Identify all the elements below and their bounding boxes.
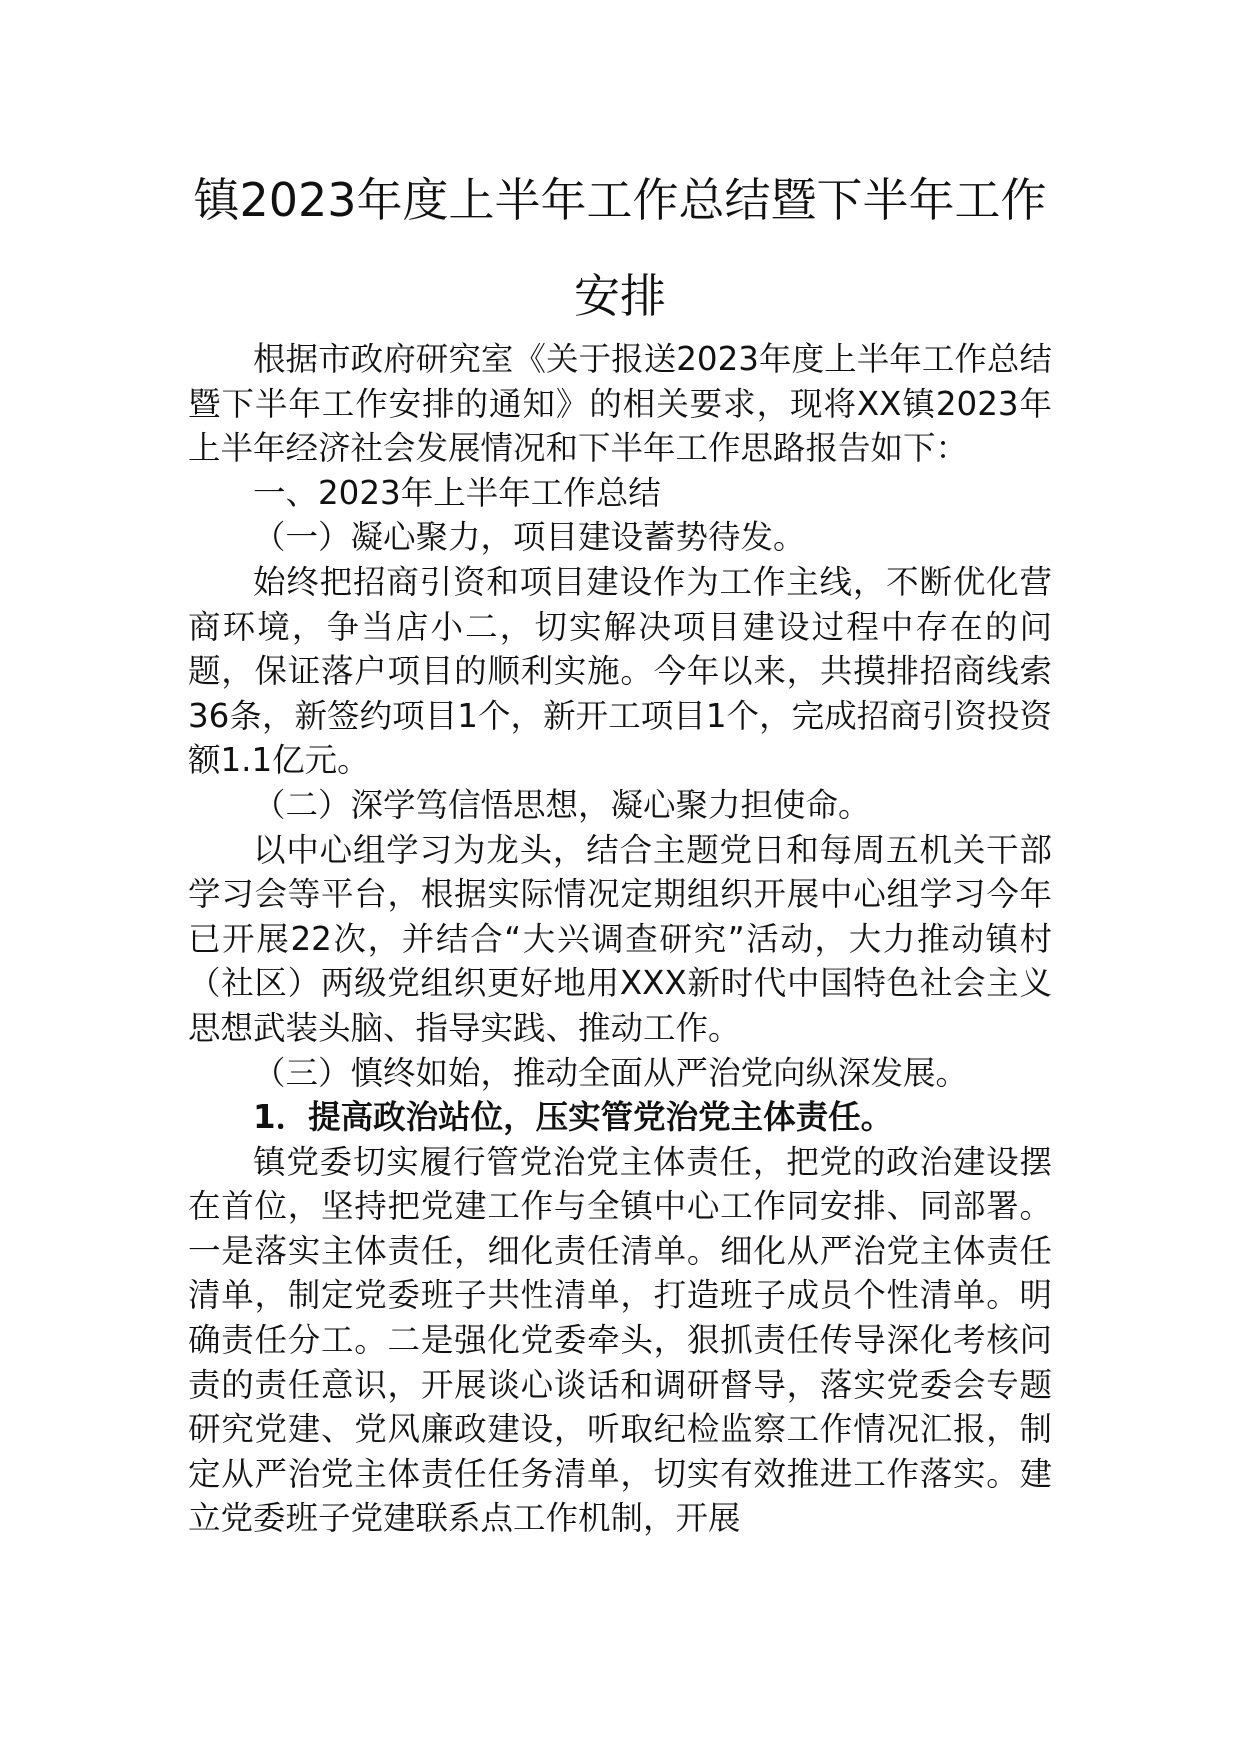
intro-paragraph: 根据市政府研究室《关于报送2023年度上半年工作总结暨下半年工作安排的通知》的相关要求，现将XX镇2023年上半年经济社会发展情况和下半年工作思路报告如下： — [188, 340, 1052, 468]
subsection-heading-2: （二）深学笃信悟思想，凝心聚力担使命。 — [253, 785, 871, 824]
section-heading-1: 一、2023年上半年工作总结 — [253, 473, 661, 512]
subsection-heading-3: （三）慎终如始，推动全面从严治党向纵深发展。 — [253, 1053, 969, 1092]
subsection-heading-1: （一）凝心聚力，项目建设蓄势待发。 — [253, 518, 806, 557]
bold-subheading: 1．提高政治站位，压实管党治党主体责任。 — [253, 1098, 894, 1137]
body-paragraph: 镇党委切实履行管党治党主体责任，把党的政治建设摆在首位，坚持把党建工作与全镇中心工作同安排、同部署。一是落实主体责任，细化责任清单。细化从严治党主体责任清单，制定党委班子共性清单，打造班子成员个性清单。明确责任分工。二是强化党委牵头，狠抓责任传导深化考核问责的责任意识，开展谈心谈话和调研督导，落实党委会专题研究党建、党风廉政建设，听取纪检监察工作情况汇报，制定从严治党主体责任任务清单，切实有效推进工作落实。建立党委班子党建联系点工作机制，开展 — [188, 1142, 1052, 1538]
body-paragraph: 以中心组学习为龙头，结合主题党日和每周五机关干部学习会等平台，根据实际情况定期组织开展中心组学习今年已开展22次，并结合“大兴调查研究”活动，大力推动镇村（社区）两级党组织更好地用XXX新时代中国特色社会主义思想武装头脑、指导实践、推动工作。 — [188, 830, 1052, 1047]
document-title-line-1: 镇2023年度上半年工作总结暨下半年工作 — [193, 173, 1047, 227]
document-body — [188, 337, 1052, 1541]
document-title-line-2: 安排 — [574, 269, 666, 323]
body-paragraph: 始终把招商引资和项目建设作为工作主线，不断优化营商环境，争当店小二，切实解决项目建设过程中存在的问题，保证落户项目的顺利实施。今年以来，共摸排招商线索36条，新签约项目1个，新开工项目1个，完成招商引资投资额1.1亿元。 — [188, 562, 1052, 780]
